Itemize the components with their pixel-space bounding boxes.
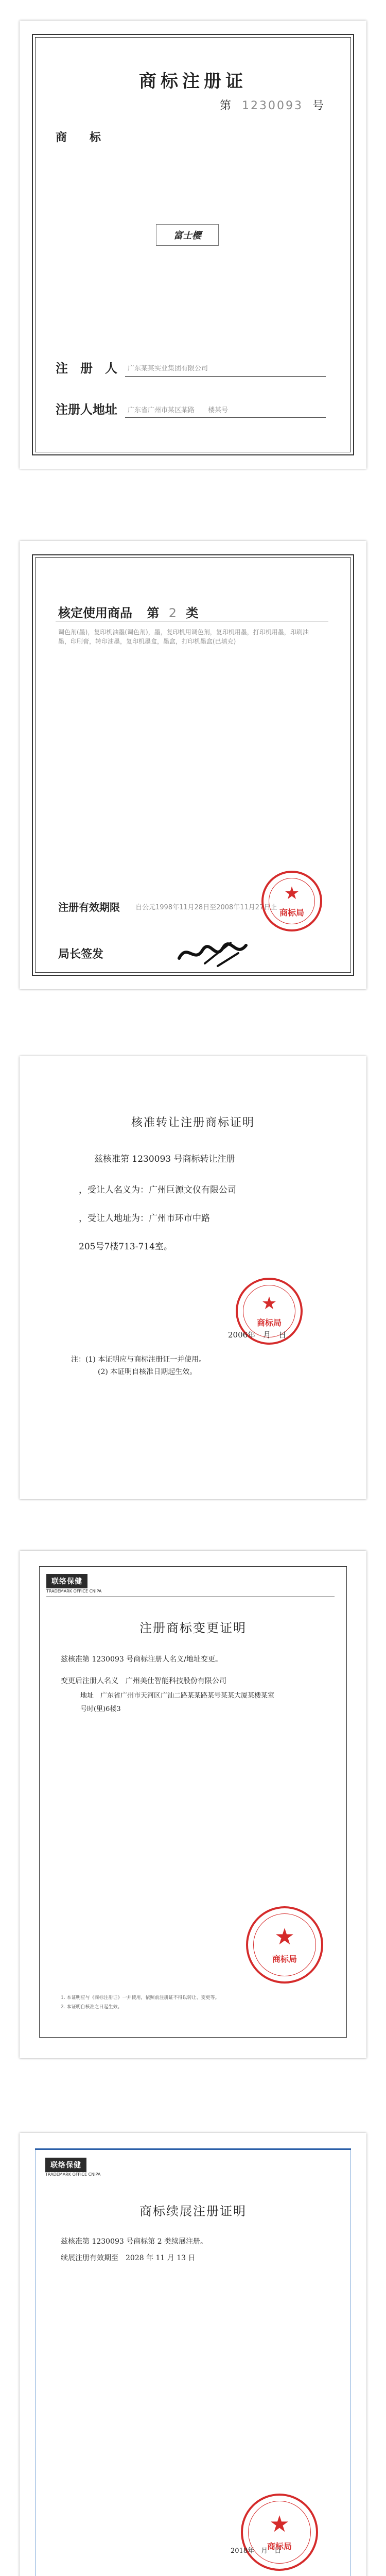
renewal-logo-sub: TRADEMARK OFFICE CNIPA [45, 2172, 101, 2177]
director-signature [174, 938, 251, 969]
registrant-value: 广东某某实业集团有限公司 [128, 365, 208, 372]
goods-heading: 核定使用商品 第 2 类 [58, 605, 199, 620]
transfer-note-2: (2) 本证明自核准日期起生效。 [98, 1368, 197, 1376]
validity-value: 自公元1998年11月28日至2008年11月27日止 [135, 904, 277, 911]
change-header-rule [46, 1596, 335, 1597]
change-logo-sub: TRADEMARK OFFICE CNIPA [46, 1589, 102, 1594]
address-label: 注册人地址 [56, 402, 117, 417]
change-line-2: 变更后注册人名义 广州美仕智能科技股份有限公司 [61, 1677, 226, 1685]
transfer-date: 2006年 月 日 [228, 1330, 287, 1340]
certificate-page [20, 21, 366, 469]
change-footnote-1: 1. 本证明应与《商标注册证》一并使用，依照前注册证不得以转让、变更等。 [61, 1995, 220, 2001]
star-icon: ★ [284, 883, 300, 904]
renewal-page [20, 2133, 366, 2576]
change-line-4: 号时(里)6楼3 [80, 1705, 121, 1713]
renewal-seal: ★ 商标局 [241, 2494, 318, 2571]
transfer-line-1: 兹核准第 1230093 号商标转让注册 [94, 1154, 235, 1164]
transfer-note-1: 注：(1) 本证明应与商标注册证一并使用。 [71, 1355, 206, 1364]
renewal-line-2: 续展注册有效期至 2028 年 11 月 13 日 [61, 2254, 196, 2262]
registration-number: 第 1230093 号 [219, 99, 325, 112]
transfer-page [20, 1056, 366, 1499]
renewal-line-1: 兹核准第 1230093 号商标第 2 类续展注册。 [61, 2238, 208, 2246]
goods-page [20, 541, 366, 989]
transfer-line-3: ，受让人地址为：广州市环市中路 [79, 1213, 210, 1224]
transfer-line-2: ，受让人名义为：广州巨源文仪有限公司 [79, 1185, 236, 1195]
change-footnote-2: 2. 本证明自核准之日起生效。 [61, 2005, 122, 2010]
renewal-date: 2018年 月 日 [231, 2547, 282, 2555]
mark-label: 商 标 [56, 131, 101, 144]
renewal-logo: 联络保健 [45, 2158, 86, 2172]
change-line-1: 兹核准第 1230093 号商标注册人名义/地址变更。 [61, 1655, 222, 1664]
change-seal: ★ 商标局 [246, 1906, 323, 1984]
mark-logo: 富士樱 [156, 224, 219, 246]
change-logo: 联络保健 [46, 1574, 87, 1588]
address-value: 广东省广州市某区某路 楼某号 [128, 406, 229, 414]
certificate-title: 商标注册证 [139, 71, 247, 92]
change-line-3: 地址 广东省广州市天河区广汕二路某某路某号某某大厦某楼某室 [80, 1692, 275, 1700]
registrant-label: 注 册 人 [56, 361, 117, 376]
transfer-line-4: 205号7楼713-714室。 [79, 1242, 172, 1252]
goods-list: 调色剂(墨)，复印机油墨(调色剂)，墨，复印机用调色剂，复印机用墨，打印机用墨，印刷油墨，印刷膏，转印油墨，复印机墨盒，墨盒，打印机墨盒(已填充) [58, 629, 309, 645]
transfer-seal: ★ 商标局 [236, 1278, 303, 1345]
validity-label: 注册有效期限 [58, 901, 120, 913]
change-page [20, 1551, 366, 2058]
star-icon: ★ [261, 1293, 277, 1314]
trademark-office-seal: ★ 商标局 [261, 871, 322, 931]
star-icon: ★ [269, 2511, 290, 2537]
transfer-title: 核准转让注册商标证明 [131, 1116, 255, 1129]
address-underline [125, 417, 326, 418]
registrant-underline [125, 376, 326, 377]
renewal-top-accent [35, 2148, 351, 2150]
director-label: 局长签发 [58, 947, 104, 961]
renewal-title: 商标续展注册证明 [139, 2204, 247, 2218]
star-icon: ★ [274, 1923, 295, 1950]
change-title: 注册商标变更证明 [139, 1621, 247, 1635]
